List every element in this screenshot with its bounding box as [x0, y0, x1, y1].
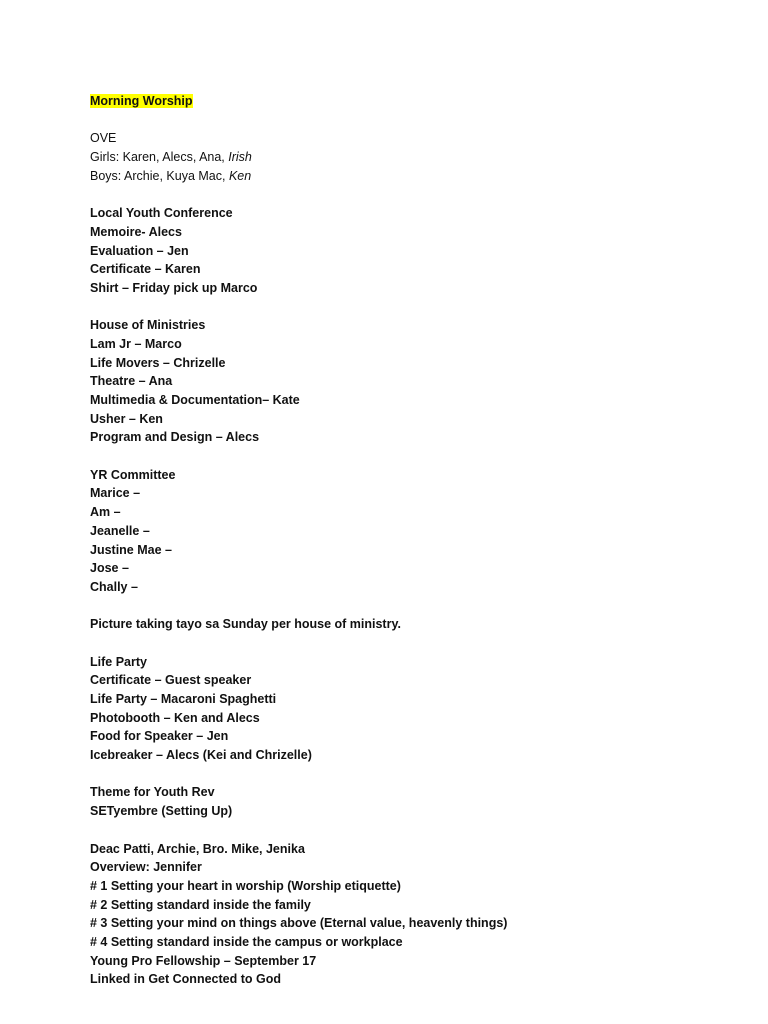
list-item: Memoire- Alecs	[90, 224, 182, 239]
spacer	[90, 111, 507, 130]
list-item: Food for Speaker – Jen	[90, 729, 229, 744]
list-item: # 2 Setting standard inside the family	[90, 897, 311, 912]
list-item: Certificate – Karen	[90, 262, 201, 277]
ove-heading: OVE	[90, 131, 117, 146]
house-of-ministries-section	[90, 316, 507, 447]
document-title: Morning Worship	[90, 94, 193, 108]
list-item: Jeanelle –	[90, 523, 150, 538]
list-item: Shirt – Friday pick up Marco	[90, 280, 258, 295]
list-item: Icebreaker – Alecs (Kei and Chrizelle)	[90, 748, 312, 763]
list-item: YR Committee	[90, 467, 176, 482]
list-item: Young Pro Fellowship – September 17	[90, 953, 317, 968]
spacer	[90, 298, 507, 317]
life-party-section	[90, 653, 507, 765]
ove-girls-names: Girls: Karen, Alecs, Ana,	[90, 150, 229, 165]
list-item: Local Youth Conference	[90, 206, 233, 221]
spacer	[90, 765, 507, 784]
ove-girls-italic: Irish	[228, 150, 252, 165]
list-item: Evaluation – Jen	[90, 243, 189, 258]
spacer	[90, 447, 507, 466]
list-item: Justine Mae –	[90, 542, 172, 557]
list-item: Theatre – Ana	[90, 374, 173, 389]
picture-taking-note: Picture taking tayo sa Sunday per house of ministry.	[90, 617, 401, 632]
document-body	[90, 92, 507, 989]
yr-committee-section	[90, 466, 507, 597]
list-item: SETyembre (Setting Up)	[90, 804, 233, 819]
list-item: Deac Patti, Archie, Bro. Mike, Jenika	[90, 841, 305, 856]
list-item: # 1 Setting your heart in worship (Worship etiquette)	[90, 878, 401, 893]
title-line	[90, 92, 507, 111]
list-item: House of Ministries	[90, 318, 206, 333]
list-item: # 4 Setting standard inside the campus or workplace	[90, 934, 403, 949]
list-item: Multimedia & Documentation– Kate	[90, 393, 300, 407]
ove-girls	[90, 148, 507, 167]
list-item: Life Party – Macaroni Spaghetti	[90, 692, 277, 706]
spacer	[90, 634, 507, 653]
spacer	[90, 821, 507, 840]
list-item: Am –	[90, 505, 121, 520]
theme-section	[90, 783, 507, 820]
list-item: Program and Design – Alecs	[90, 430, 260, 445]
ove-boys-names: Boys: Archie, Kuya Mac,	[90, 168, 229, 183]
list-item: Marice –	[90, 486, 141, 501]
list-item: # 3 Setting your mind on things above (Eternal value, heavenly things)	[90, 916, 508, 931]
list-item: Linked in Get Connected to God	[90, 972, 281, 987]
local-youth-conference-section	[90, 204, 507, 297]
list-item: Lam Jr – Marco	[90, 336, 182, 351]
list-item: Chally –	[90, 579, 138, 594]
spacer	[90, 185, 507, 204]
list-item: Theme for Youth Rev	[90, 785, 215, 800]
list-item: Overview: Jennifer	[90, 860, 202, 875]
list-item: Life Party	[90, 654, 147, 669]
speakers-section	[90, 840, 507, 990]
list-item: Usher – Ken	[90, 411, 163, 426]
list-item: Jose –	[90, 561, 129, 576]
ove-boys-italic: Ken	[228, 168, 252, 183]
list-item: Certificate – Guest speaker	[90, 673, 252, 688]
spacer	[90, 597, 507, 616]
ove-boys	[90, 167, 507, 186]
list-item: Life Movers – Chrizelle	[90, 355, 226, 370]
list-item: Photobooth – Ken and Alecs	[90, 710, 260, 725]
